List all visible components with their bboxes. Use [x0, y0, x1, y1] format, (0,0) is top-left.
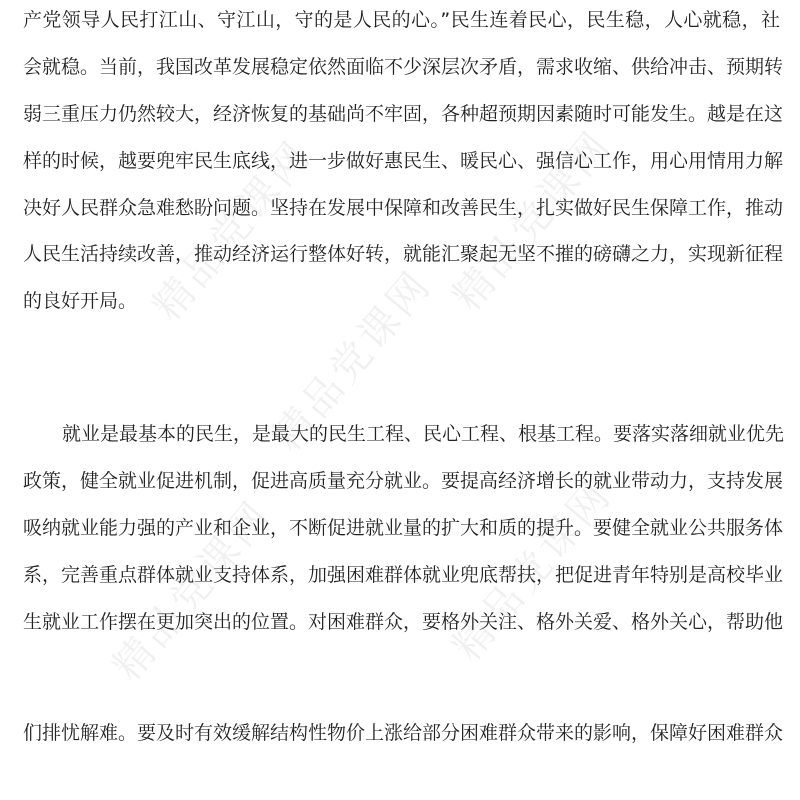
text-line: 政策，健全就业促进机制，促进高质量充分就业。要提高经济增长的就业带动力，支持发展 [23, 470, 784, 492]
watermark: 精品党课网 [444, 121, 622, 320]
watermark: 精品党课网 [104, 491, 282, 690]
watermark: 精品党课网 [444, 471, 622, 670]
text-line: 的良好开局。 [23, 290, 138, 312]
watermark: 精品党课网 [144, 131, 322, 330]
text-line: 吸纳就业能力强的产业和企业，不断促进就业量的扩大和质的提升。要健全就业公共服务体 [23, 517, 784, 539]
watermark: 精品党课网 [264, 261, 442, 460]
text-line: 生就业工作摆在更加突出的位置。对困难群众，要格外关注、格外关爱、格外关心，帮助他 [23, 611, 784, 633]
text-line: 样的时候，越要兜牢民生底线，进一步做好惠民生、暖民心、强信心工作，用心用情用力解 [23, 150, 784, 172]
text-line: 们排忧解难。要及时有效缓解结构性物价上涨给部分困难群众带来的影响，保障好困难群众 [23, 722, 784, 744]
text-line: 人民生活持续改善，推动经济运行整体好转，就能汇聚起无坚不摧的磅礴之力，实现新征程 [23, 243, 784, 265]
text-line: 产党领导人民打江山、守江山，守的是人民的心。”民生连着民心，民生稳，人心就稳，社 [23, 9, 780, 31]
text-line: 系，完善重点群体就业支持体系，加强困难群体就业兜底帮扶，把促进青年特别是高校毕业 [23, 564, 784, 586]
text-line: 就业是最基本的民生，是最大的民生工程、民心工程、根基工程。要落实落细就业优先 [62, 423, 785, 445]
text-line: 弱三重压力仍然较大，经济恢复的基础尚不牢固，各种超预期因素随时可能发生。越是在这 [23, 103, 784, 125]
text-line: 决好人民群众急难愁盼问题。坚持在发展中保障和改善民生，扎实做好民生保障工作，推动 [23, 197, 784, 219]
text-line: 会就稳。当前，我国改革发展稳定依然面临不少深层次矛盾，需求收缩、供给冲击、预期转 [23, 56, 784, 78]
